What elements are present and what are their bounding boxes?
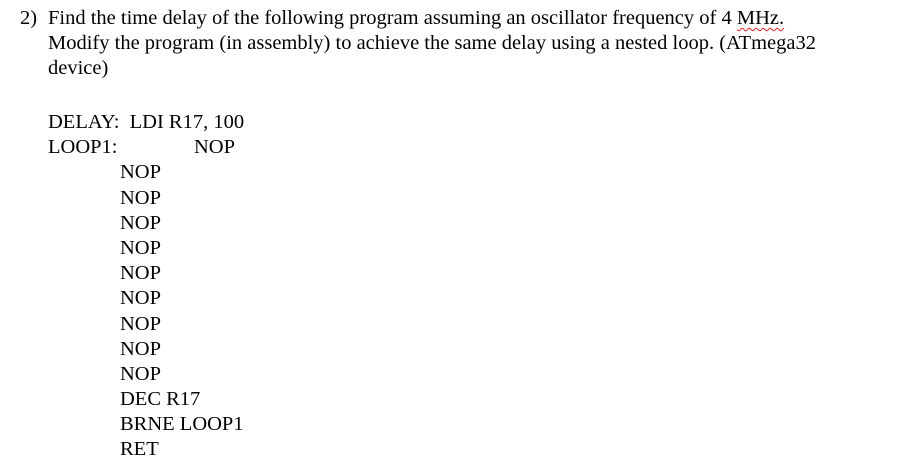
code-line: RET [120, 438, 159, 461]
assembly-code-listing [48, 110, 244, 463]
code-instruction-ldi: LDI R17, 100 [129, 111, 245, 133]
question-line-1 [48, 6, 888, 31]
code-line: NOP [120, 362, 162, 385]
code-line: NOP [120, 186, 162, 209]
question-line-2: Modify the program (in assembly) to achieve the same delay using a nested loop. (ATmega32 [48, 32, 816, 54]
code-line-loop1 [48, 135, 244, 160]
spellcheck-flagged-word: MHz. [736, 7, 785, 29]
question-line-3: device) [48, 57, 109, 79]
code-label-loop1: LOOP1: [48, 136, 118, 159]
code-line: NOP [120, 211, 162, 234]
code-line: NOP [120, 236, 162, 259]
question-number: 2) [20, 7, 38, 29]
code-instruction-nop: NOP [194, 136, 236, 159]
code-line: NOP [120, 312, 162, 335]
code-line: NOP [120, 262, 162, 285]
code-line: BRNE LOOP1 [120, 413, 244, 436]
code-line: DEC R17 [120, 388, 201, 411]
question-line-1-text: Find the time delay of the following program assuming an oscillator frequency of 4 [48, 7, 737, 29]
code-line: NOP [120, 287, 162, 310]
code-line: NOP [120, 337, 162, 360]
question-text [48, 6, 888, 81]
code-line: NOP [120, 161, 162, 184]
code-line-delay [48, 110, 244, 135]
code-label-delay: DELAY: [48, 111, 120, 133]
